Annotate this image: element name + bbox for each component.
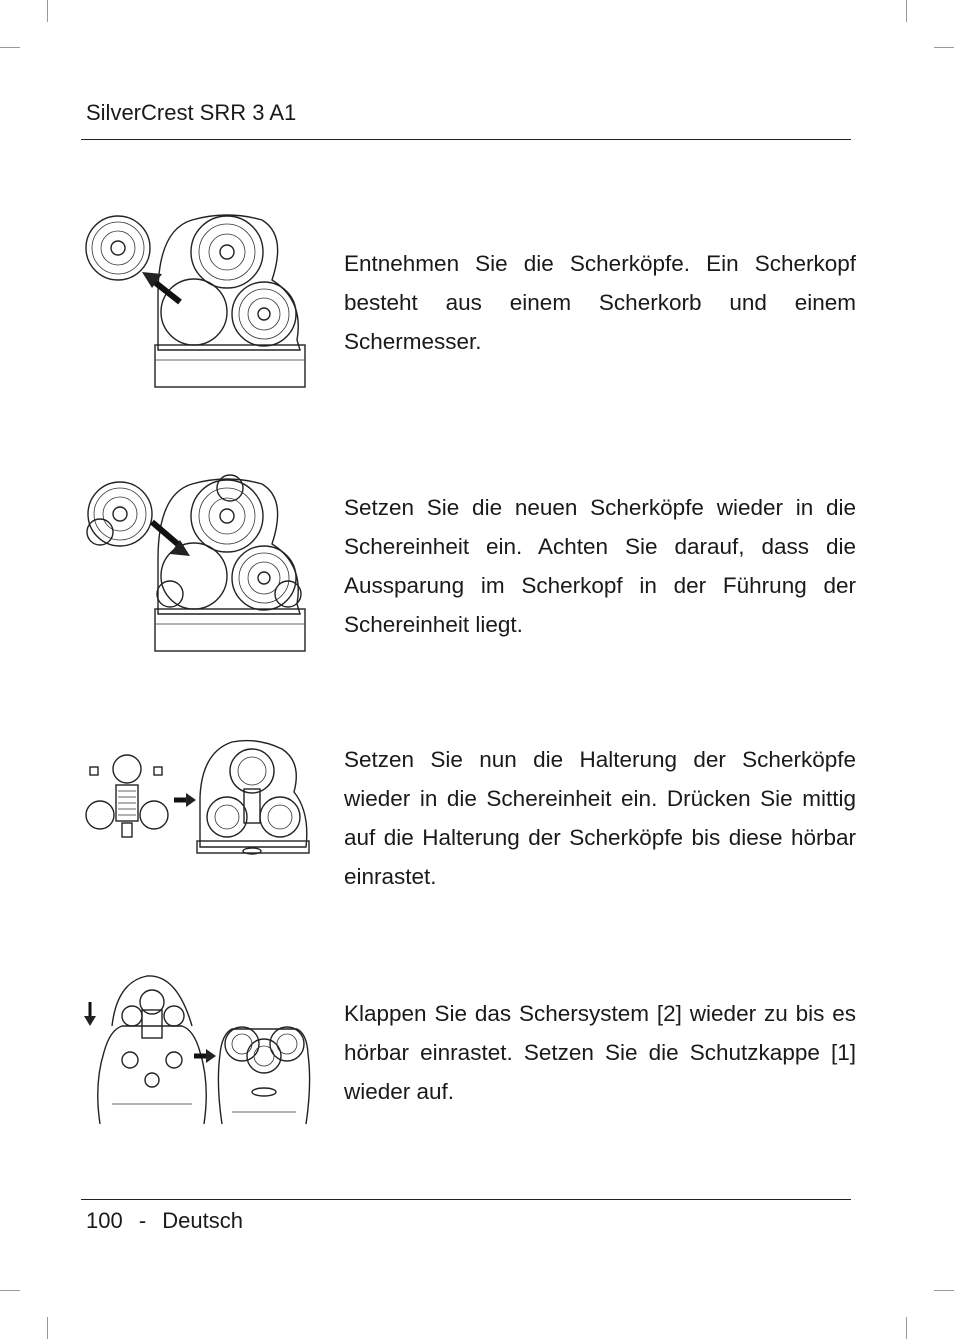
crop-mark xyxy=(0,47,20,48)
footer-language: Deutsch xyxy=(162,1208,244,1233)
head-holder-insert-illustration xyxy=(82,737,312,857)
crop-mark xyxy=(906,1317,907,1339)
crop-mark xyxy=(934,1290,954,1291)
close-shaver-system-illustration xyxy=(82,974,312,1126)
shaver-head-removal-illustration xyxy=(82,210,312,392)
crop-mark xyxy=(934,47,954,48)
footer-separator: - xyxy=(138,1208,147,1233)
crop-mark xyxy=(906,0,907,22)
crop-mark xyxy=(47,1317,48,1339)
header-rule xyxy=(81,139,851,140)
shaver-head-insert-illustration xyxy=(82,474,312,656)
step-2-text: Setzen Sie die neuen Scherköpfe wieder in die Schereinheit ein. Achten Sie darauf, dass die Aussparung im Scherkopf in der Führung der Schereinheit liegt. xyxy=(344,495,856,637)
step-4-text: Klappen Sie das Schersystem [2] wieder zu bis es hörbar einrastet. Setzen Sie die Schutzkappe [1] wieder auf. xyxy=(344,1001,856,1104)
footer-rule xyxy=(81,1199,851,1200)
step-1-text: Entnehmen Sie die Scherköpfe. Ein Scherkopf besteht aus einem Scherkorb und einem Schermesser. xyxy=(344,251,856,354)
crop-mark xyxy=(0,1290,20,1291)
page-header-title: SilverCrest SRR 3 A1 xyxy=(86,100,297,125)
page-footer xyxy=(86,1208,243,1234)
page-number: 100 xyxy=(86,1208,123,1233)
crop-mark xyxy=(47,0,48,22)
step-3-text: Setzen Sie nun die Halterung der Scherköpfe wieder in die Schereinheit ein. Drücken Sie mittig auf die Halterung der Scherköpfe bis diese hörbar einrastet. xyxy=(344,747,856,889)
